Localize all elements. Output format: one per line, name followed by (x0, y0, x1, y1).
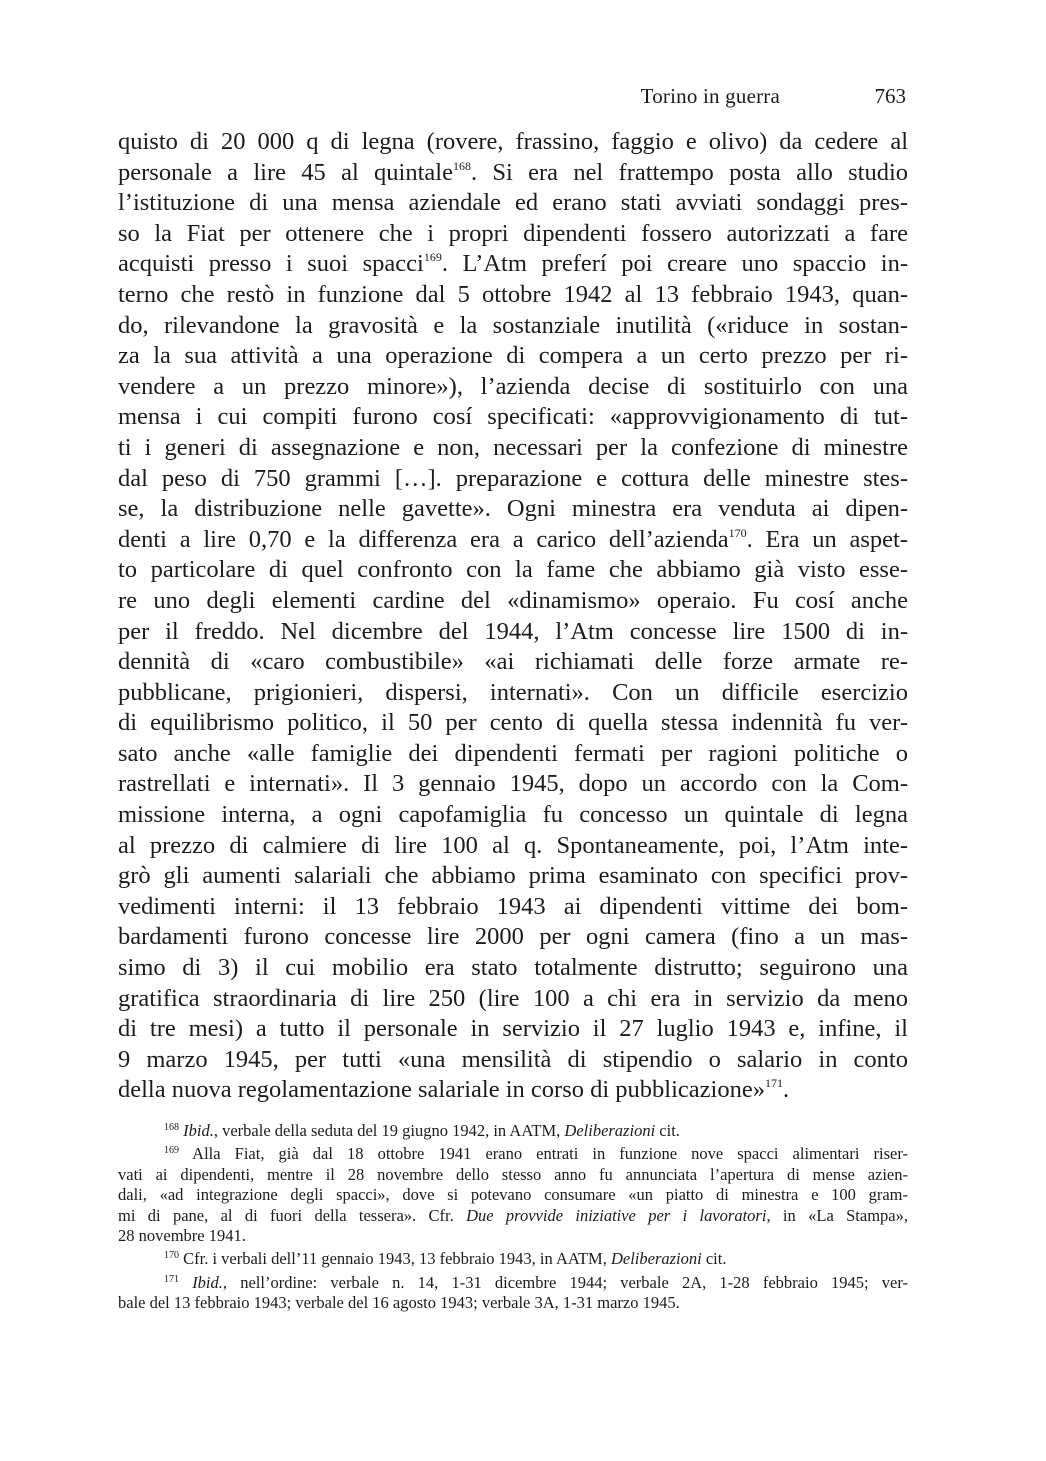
text-run: za la sua attività a una operazione di compera a un certo prezzo per ri- (118, 342, 908, 370)
italic-text: Deliberazioni (610, 1249, 702, 1269)
footnote-number: 171 (164, 1273, 179, 1285)
text-run: Alla Fiat, già dal 18 ottobre 1941 erano entrati in funzione nove spacci alimentari riser- (192, 1144, 908, 1164)
text-run: pubblicane, prigionieri, dispersi, internati». Con un difficile esercizio (118, 678, 908, 706)
text-run: to particolare di quel confronto con la fame che abbiamo già visto esse- (118, 556, 908, 584)
text-run: simo di 3) il cui mobilio era stato totalmente distrutto; seguirono una (118, 954, 908, 982)
footnote-line (118, 1165, 908, 1185)
italic-text: Deliberazioni (564, 1121, 656, 1140)
text-run: l’istituzione di una mensa aziendale ed erano stati avviati sondaggi pres- (118, 189, 908, 217)
body-line (118, 892, 908, 923)
body-line (118, 525, 908, 556)
body-line (118, 219, 908, 250)
body-line (118, 249, 908, 280)
body-line (118, 769, 908, 800)
body-line (118, 311, 908, 342)
footnote-number: 169 (164, 1145, 179, 1157)
body-line (118, 647, 908, 678)
text-run: ti i generi di assegnazione e non, necessari per la confezione di minestre (118, 433, 908, 461)
text-run: cit. (701, 1249, 727, 1269)
text-run: mensa i cui compiti furono cosí specificati: «approvvigionamento di tut- (118, 403, 908, 431)
page-number: 763 (874, 84, 906, 108)
text-run: della nuova regolamentazione salariale in corso di pubblicazione» (118, 1076, 765, 1104)
text-run: denti a lire 0,70 e la differenza era a carico dell’azienda (118, 525, 729, 553)
text-run: grò gli aumenti salariali che abbiamo prima esaminato con specifici prov- (118, 862, 908, 890)
body-line (118, 1014, 908, 1045)
text-run: vati ai dipendenti, mentre il 28 novembre dello stesso anno fu annunciata l’apertura di mense azien- (118, 1164, 908, 1184)
footnote (118, 1249, 908, 1269)
text-run: , nell’ordine: verbale n. 14, 1-31 dicembre 1944; verbale 2A, 1-28 febbraio 1945; ver- (222, 1272, 909, 1292)
body-line (118, 402, 908, 433)
text-run: dali, «ad integrazione degli spacci», dove si potevano consumare «un piatto di minestra e 100 gram- (118, 1185, 908, 1205)
body-line (118, 800, 908, 831)
text-run: vedimenti interni: il 13 febbraio 1943 ai dipendenti vittime dei bom- (118, 892, 908, 920)
text-run: acquisti presso i suoi spacci (118, 250, 424, 278)
footnote-line (118, 1121, 908, 1141)
body-line (118, 1045, 908, 1076)
footnote (118, 1273, 908, 1314)
italic-text: Ibid. (192, 1272, 223, 1292)
text-run: , verbale della seduta del 19 giugno 1942, in AATM, (213, 1121, 565, 1140)
body-line (118, 158, 908, 189)
body-text (118, 127, 908, 1106)
body-line (118, 555, 908, 586)
footnote-line (118, 1185, 908, 1205)
footnote-line (118, 1226, 908, 1246)
body-line (118, 433, 908, 464)
text-run: vendere a un prezzo minore»), l’azienda decise di sostituirlo con una (118, 372, 908, 400)
text-run: di tre mesi) a tutto il personale in servizio il 27 luglio 1943 e, infine, il (118, 1015, 908, 1043)
footnote-line (118, 1206, 908, 1226)
footnote-line (118, 1293, 908, 1313)
text-run: bale del 13 febbraio 1943; verbale del 16 agosto 1943; verbale 3A, 1-31 marzo 1945. (118, 1293, 680, 1313)
footnote-ref: 169 (423, 250, 442, 265)
footnote (118, 1121, 908, 1141)
body-line (118, 922, 908, 953)
body-line (118, 188, 908, 219)
body-line (118, 617, 908, 648)
text-run: personale a lire 45 al quintale (118, 158, 453, 186)
text-run: so la Fiat per ottenere che i propri dipendenti fossero autorizzati a fare (118, 219, 908, 247)
body-line (118, 586, 908, 617)
text-run: missione interna, a ogni capofamiglia fu concesso un quintale di legna (118, 801, 908, 829)
body-line (118, 127, 908, 158)
footnote-ref: 170 (728, 525, 747, 540)
text-run: . L’Atm preferí poi creare uno spaccio in- (441, 250, 908, 278)
text-run: sato anche «alle famiglie dei dipendenti fermati per ragioni politiche o (118, 739, 908, 767)
italic-text: Due provvide iniziative per i lavoratori (466, 1205, 767, 1225)
text-run: 28 novembre 1941. (118, 1225, 246, 1245)
text-run: terno che restò in funzione dal 5 ottobre 1942 al 13 febbraio 1943, quan- (118, 280, 908, 308)
text-run: mi di pane, al di fuori della tessera». Cfr. (118, 1205, 467, 1225)
footnote-line (118, 1273, 908, 1293)
footnote-line (118, 1144, 908, 1164)
text-run: per il freddo. Nel dicembre del 1944, l’Atm concesse lire 1500 di in- (118, 617, 908, 645)
footnotes (118, 1121, 908, 1317)
running-title: Torino in guerra (640, 84, 780, 108)
body-line (118, 678, 908, 709)
text-run: dennità di «caro combustibile» «ai richiamati delle forze armate re- (118, 648, 908, 676)
body-line (118, 708, 908, 739)
body-line (118, 280, 908, 311)
body-line (118, 494, 908, 525)
text-run: . Era un aspet- (746, 525, 908, 553)
body-line (118, 953, 908, 984)
running-header (118, 84, 908, 114)
text-run: . (782, 1076, 790, 1104)
footnote-ref: 171 (764, 1076, 783, 1091)
footnote-number: 168 (164, 1122, 179, 1133)
text-run: . Si era nel frattempo posta allo studio (470, 158, 909, 186)
text-run: do, rilevandone la gravosità e la sostanziale inutilità («riduce in sostan- (118, 311, 908, 339)
footnote-ref: 168 (452, 158, 471, 173)
text-run: di equilibrismo politico, il 50 per cento di quella stessa indennità fu ver- (118, 709, 908, 737)
text-run: 9 marzo 1945, per tutti «una mensilità di stipendio o salario in conto (118, 1045, 908, 1073)
body-line (118, 831, 908, 862)
footnote-number: 170 (164, 1250, 179, 1262)
text-run: bardamenti furono concesse lire 2000 per ogni camera (fino a un mas- (118, 923, 908, 951)
text-run: al prezzo di calmiere di lire 100 al q. Spontaneamente, poi, l’Atm inte- (118, 831, 908, 859)
body-line (118, 372, 908, 403)
body-line (118, 739, 908, 770)
footnote-line (118, 1249, 908, 1269)
body-line (118, 341, 908, 372)
footnote (118, 1144, 908, 1246)
text-run: se, la distribuzione nelle gavette». Ogni minestra era venduta ai dipen- (118, 495, 908, 523)
text-run: re uno degli elementi cardine del «dinamismo» operaio. Fu cosí anche (118, 586, 908, 614)
text-run: quisto di 20 000 q di legna (rovere, frassino, faggio e olivo) da cedere al (118, 128, 908, 155)
body-line (118, 464, 908, 495)
text-run: gratifica straordinaria di lire 250 (lire 100 a chi era in servizio da meno (118, 984, 908, 1012)
text-run: rastrellati e internati». Il 3 gennaio 1945, dopo un accordo con la Com- (118, 770, 908, 798)
text-run: , in «La Stampa», (766, 1205, 908, 1225)
body-line (118, 1075, 908, 1106)
text-run: Cfr. i verbali dell’11 gennaio 1943, 13 febbraio 1943, in AATM, (183, 1249, 611, 1269)
text-run: dal peso di 750 grammi […]. preparazione e cottura delle minestre stes- (118, 464, 908, 492)
italic-text: Ibid. (183, 1121, 214, 1140)
body-line (118, 984, 908, 1015)
body-line (118, 861, 908, 892)
text-run: cit. (655, 1121, 680, 1140)
